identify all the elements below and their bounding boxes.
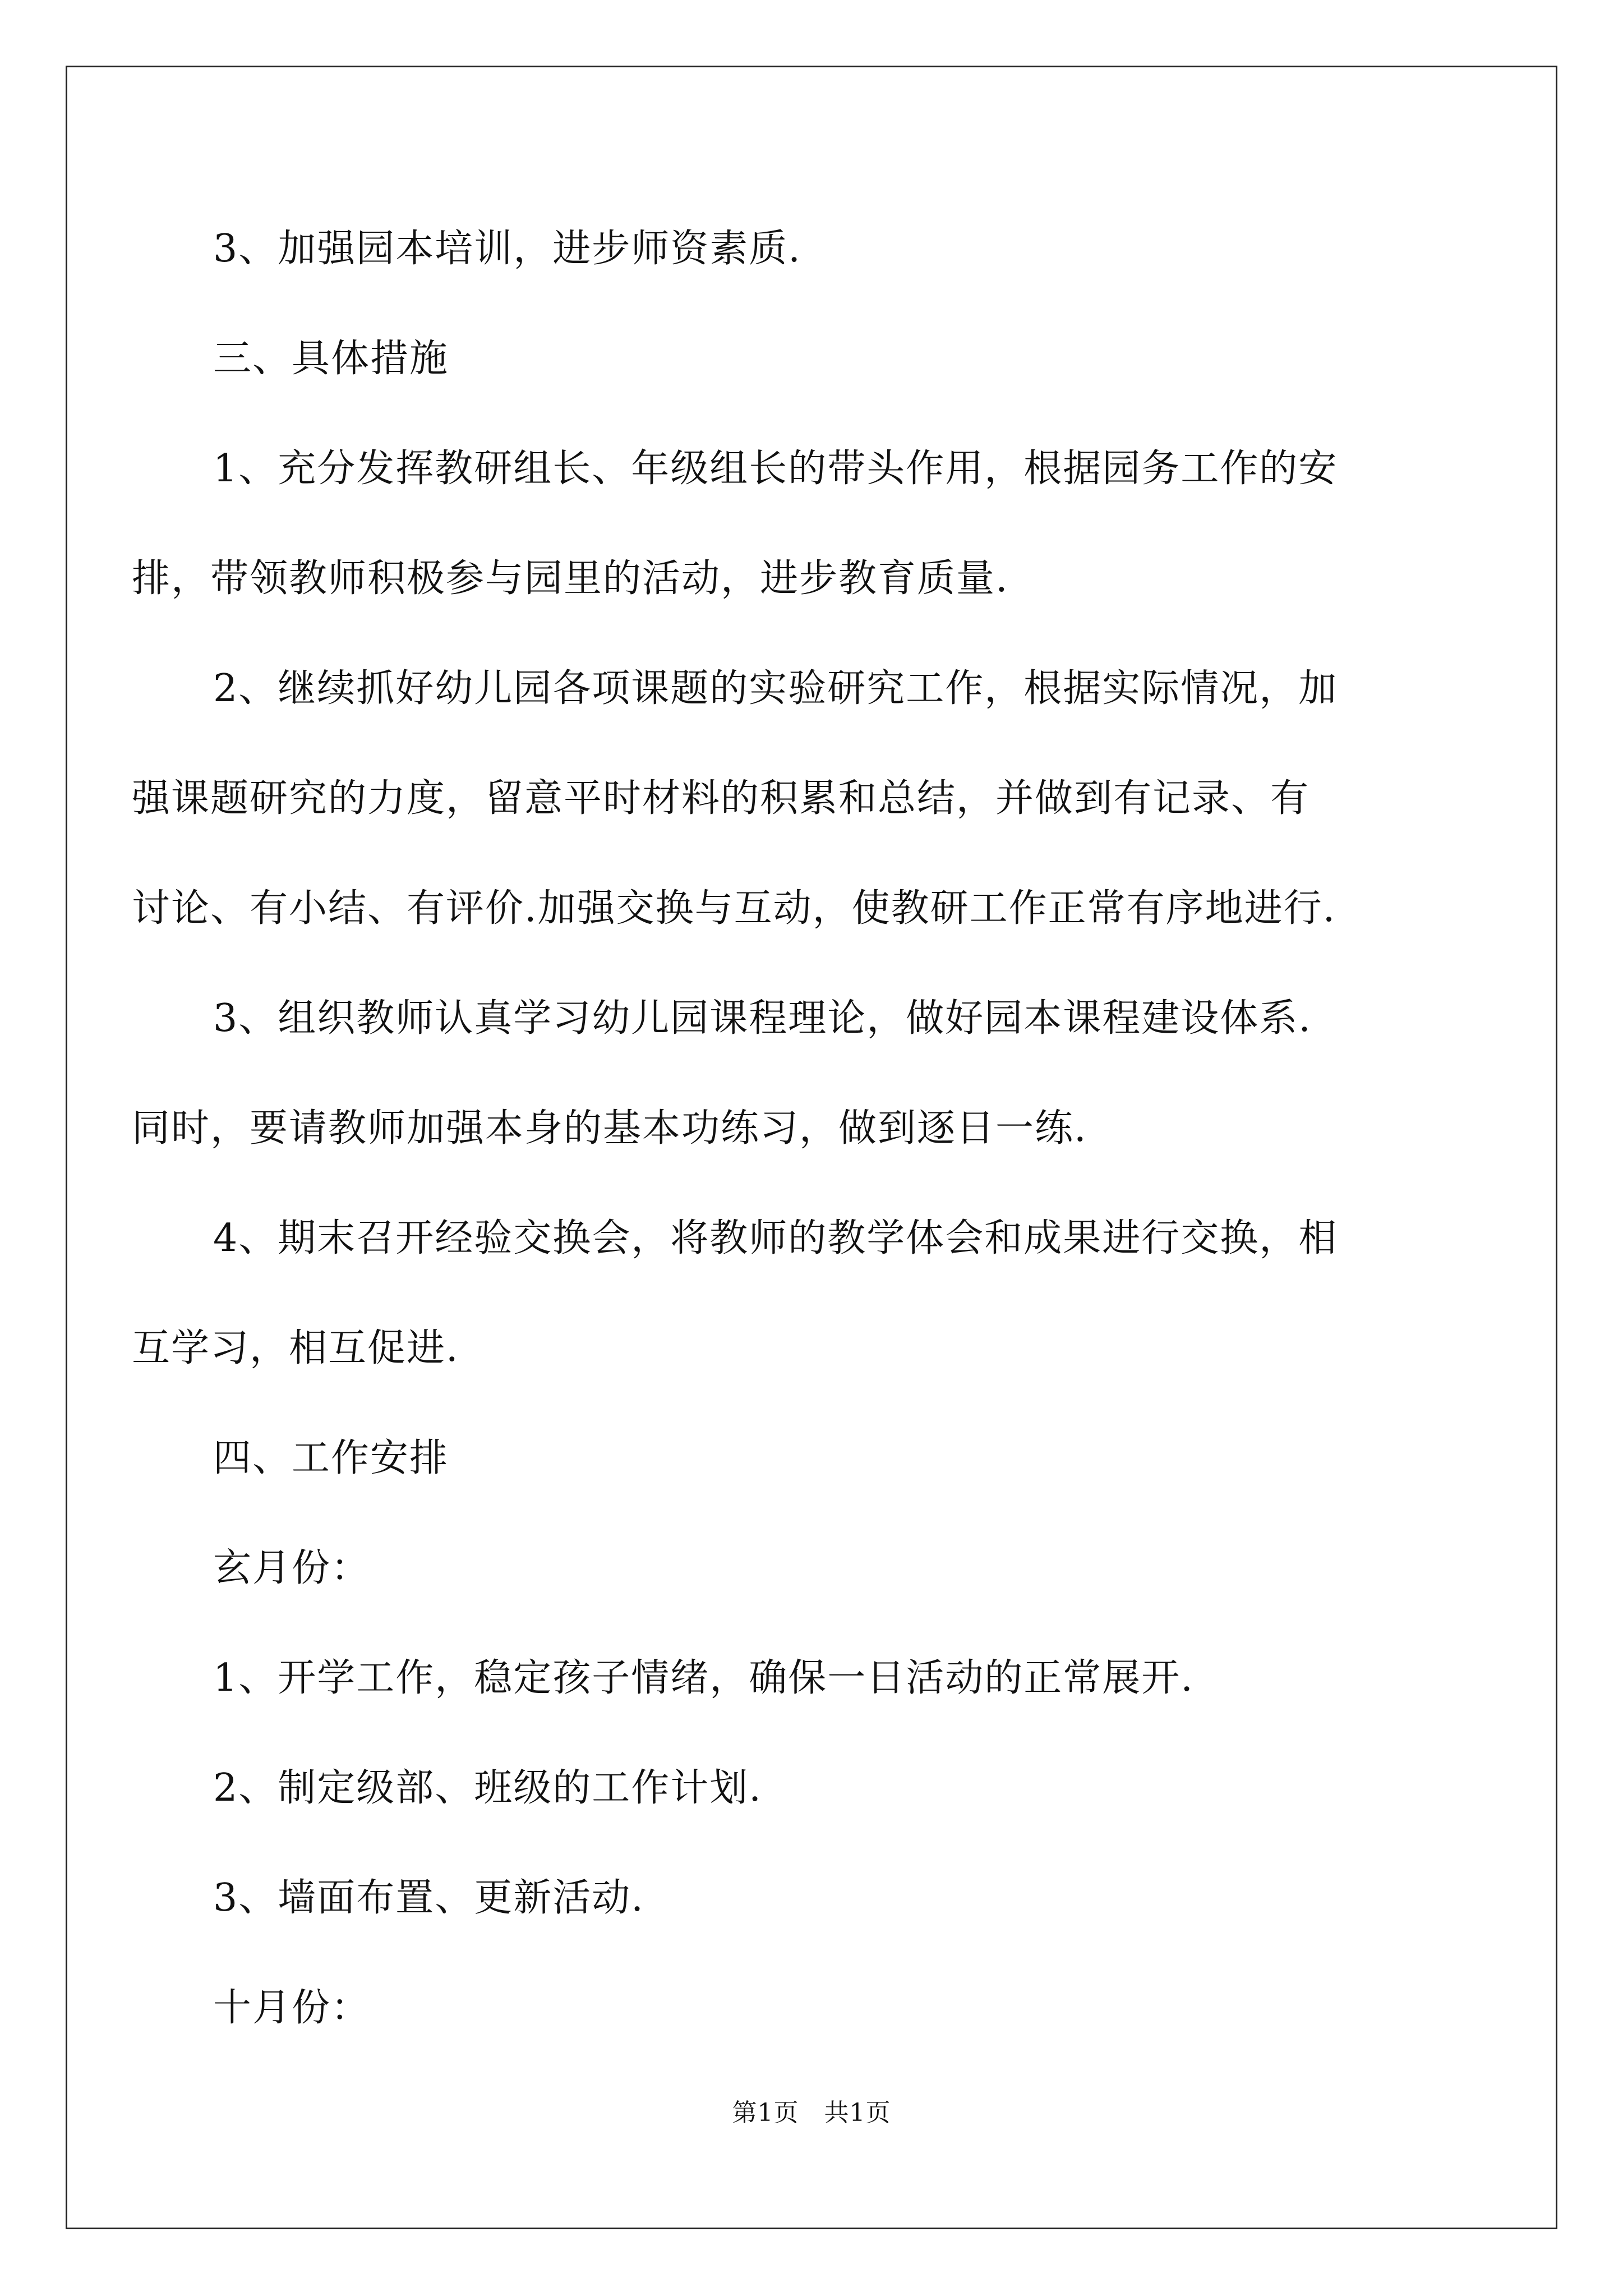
paragraph-line: 互学习，相互促进. (132, 1326, 459, 1370)
paragraph-line: 3、组织教师认真学习幼儿园课程理论，做好园本课程建设体系. (213, 996, 1312, 1041)
paragraph-line: 1、开学工作，稳定孩子情绪，确保一日活动的正常展开. (213, 1656, 1194, 1700)
month-heading: 玄月份： (213, 1546, 371, 1590)
paragraph-line: 2、制定级部、班级的工作计划. (213, 1766, 762, 1810)
paragraph-line: 4、期末召开经验交换会，将教师的教学体会和成果进行交换，相 (213, 1216, 1338, 1260)
paragraph-line: 3、墙面布置、更新活动. (213, 1876, 644, 1920)
paragraph-line: 强课题研究的力度，留意平时材料的积累和总结，并做到有记录、有 (132, 776, 1310, 821)
month-heading: 十月份： (213, 1986, 371, 2030)
paragraph-line: 1、充分发挥教研组长、年级组长的带头作用，根据园务工作的安 (213, 447, 1338, 491)
page-footer: 第1页 共1页 (732, 2099, 891, 2127)
section-heading: 四、工作安排 (213, 1436, 449, 1480)
section-heading: 三、具体措施 (213, 337, 449, 381)
paragraph-line: 3、加强园本培训，进步师资素质. (213, 227, 801, 271)
paragraph-line: 讨论、有小结、有评价.加强交换与互动，使教研工作正常有序地进行. (132, 886, 1336, 931)
paragraph-line: 2、继续抓好幼儿园各项课题的实验研究工作，根据实际情况，加 (213, 666, 1338, 711)
paragraph-line: 同时，要请教师加强本身的基本功练习，做到逐日一练. (132, 1106, 1087, 1151)
paragraph-line: 排，带领教师积极参与园里的活动，进步教育质量. (132, 556, 1009, 601)
